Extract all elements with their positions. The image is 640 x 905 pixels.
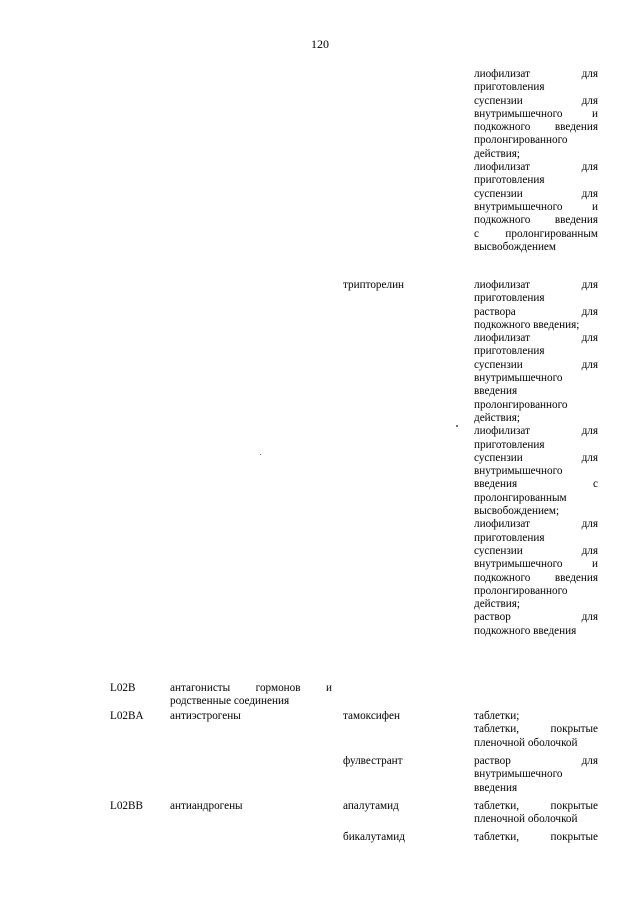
dosage-form-word: для bbox=[581, 425, 598, 438]
dosage-form-word: введения bbox=[474, 385, 518, 398]
dosage-form-line bbox=[474, 134, 598, 147]
dosage-form-line bbox=[474, 800, 598, 813]
dosage-form-line bbox=[474, 585, 598, 598]
group-word: антагонисты bbox=[170, 682, 231, 694]
dosage-form-word: лиофилизат bbox=[474, 425, 530, 438]
dosage-form-word: для bbox=[581, 279, 598, 291]
dosage-form-word: покрытые bbox=[550, 800, 598, 812]
drug-name-bicalutamide: бикалутамид bbox=[343, 831, 405, 843]
drug-name-tamoxifen: тамоксифен bbox=[343, 710, 400, 722]
triptorelin-forms bbox=[474, 279, 598, 638]
dosage-form-word: внутримышечного bbox=[474, 372, 563, 385]
dosage-form-word: пленочной оболочкой bbox=[474, 813, 578, 826]
dosage-form-word: введения bbox=[554, 121, 598, 134]
dosage-form-line bbox=[474, 68, 598, 81]
dosage-form-word: таблетки, bbox=[474, 800, 520, 812]
atc-group-l02ba: антиэстрогены bbox=[170, 710, 241, 722]
dosage-form-line bbox=[474, 625, 598, 638]
dosage-form-word: для bbox=[581, 544, 598, 557]
dosage-form-line bbox=[474, 174, 598, 187]
dosage-form-line bbox=[474, 359, 598, 372]
dosage-form-word: приготовления bbox=[474, 531, 545, 544]
dosage-form-line bbox=[474, 201, 598, 214]
dosage-form-word: введения bbox=[554, 214, 598, 227]
dosage-form-line bbox=[474, 572, 598, 585]
dosage-form-word: приготовления bbox=[474, 81, 545, 94]
dosage-form-word: внутримышечного bbox=[474, 200, 563, 213]
dosage-form-word: приготовления bbox=[474, 292, 545, 305]
dosage-form-line bbox=[474, 478, 598, 491]
dosage-form-line bbox=[474, 723, 598, 736]
dosage-form-word: для bbox=[581, 755, 598, 767]
dosage-form-line bbox=[474, 425, 598, 438]
dosage-form-word: приготовления bbox=[474, 345, 545, 358]
dosage-form-line bbox=[474, 782, 598, 795]
dosage-form-word: для bbox=[581, 451, 598, 464]
apalutamide-forms bbox=[474, 800, 598, 827]
dosage-form-line bbox=[474, 95, 598, 108]
dosage-form-line bbox=[474, 558, 598, 571]
dosage-form-word: введения bbox=[474, 781, 518, 794]
dosage-form-line bbox=[474, 306, 598, 319]
dosage-form-line bbox=[474, 332, 598, 345]
drug-name-fulvestrant: фулвестрант bbox=[343, 755, 403, 767]
dosage-form-line bbox=[474, 279, 598, 292]
dosage-form-word: суспензии bbox=[474, 544, 523, 557]
dosage-form-word: для bbox=[581, 94, 598, 107]
top-forms-block bbox=[474, 68, 598, 254]
dosage-form-line bbox=[474, 319, 598, 332]
page-number: 120 bbox=[311, 37, 329, 51]
dosage-form-line bbox=[474, 737, 598, 750]
dosage-form-word: лиофилизат bbox=[474, 68, 530, 80]
dosage-form-word: лиофилизат bbox=[474, 161, 530, 174]
dosage-form-line bbox=[474, 532, 598, 545]
dosage-form-word: подкожного bbox=[474, 571, 531, 584]
drug-name-triptorelin: трипторелин bbox=[343, 279, 405, 291]
dosage-form-word: подкожного введения; bbox=[474, 318, 580, 331]
dosage-form-word: пленочной оболочкой bbox=[474, 736, 578, 749]
dosage-form-line bbox=[474, 214, 598, 227]
dosage-form-line bbox=[474, 385, 598, 398]
dosage-form-word: подкожного введения bbox=[474, 624, 577, 637]
dosage-form-line bbox=[474, 439, 598, 452]
dosage-form-word: суспензии bbox=[474, 358, 523, 371]
dosage-form-word: пролонгированного bbox=[474, 134, 568, 147]
dosage-form-word: суспензии bbox=[474, 187, 523, 200]
dosage-form-word: действия; bbox=[474, 411, 521, 424]
dosage-form-word: таблетки; bbox=[474, 710, 520, 722]
dosage-form-word: пролонгированного bbox=[474, 398, 568, 411]
dosage-form-word: внутримышечного bbox=[474, 107, 563, 120]
dosage-form-line bbox=[474, 831, 598, 844]
dosage-form-line bbox=[474, 345, 598, 358]
dosage-form-line bbox=[474, 81, 598, 94]
atc-group-l02b bbox=[170, 682, 332, 709]
dosage-form-line bbox=[474, 710, 598, 723]
dosage-form-word: введения bbox=[474, 478, 518, 491]
dosage-form-word: для bbox=[581, 518, 598, 531]
dosage-form-word: для bbox=[581, 332, 598, 345]
dosage-form-word: внутримышечного bbox=[474, 558, 563, 571]
dosage-form-word: таблетки, bbox=[474, 831, 520, 843]
dosage-form-line bbox=[474, 611, 598, 624]
dosage-form-line bbox=[474, 545, 598, 558]
dosage-form-word: действия; bbox=[474, 598, 521, 611]
dosage-form-word: пролонгированным bbox=[505, 227, 598, 240]
drug-name-apalutamide: апалутамид bbox=[343, 800, 399, 812]
dosage-form-line bbox=[474, 755, 598, 768]
dosage-form-word: с bbox=[593, 478, 598, 491]
dosage-form-word: для bbox=[581, 358, 598, 371]
scan-dot bbox=[260, 454, 261, 455]
dosage-form-word: введения bbox=[554, 571, 598, 584]
dosage-form-line bbox=[474, 241, 598, 254]
dosage-form-line bbox=[474, 465, 598, 478]
dosage-form-line bbox=[474, 372, 598, 385]
dosage-form-word: подкожного bbox=[474, 121, 531, 134]
dosage-form-line bbox=[474, 518, 598, 531]
dosage-form-word: с bbox=[474, 227, 479, 240]
dosage-form-line bbox=[474, 452, 598, 465]
dosage-form-word: и bbox=[592, 107, 598, 120]
dosage-form-word: подкожного bbox=[474, 214, 531, 227]
dosage-form-line bbox=[474, 399, 598, 412]
dosage-form-word: для bbox=[581, 305, 598, 318]
dosage-form-word: лиофилизат bbox=[474, 332, 530, 345]
dosage-form-line bbox=[474, 598, 598, 611]
dosage-form-line bbox=[474, 161, 598, 174]
dosage-form-word: суспензии bbox=[474, 94, 523, 107]
scan-dot bbox=[456, 425, 458, 427]
dosage-form-word: таблетки, bbox=[474, 723, 520, 736]
dosage-form-line bbox=[474, 292, 598, 305]
dosage-form-word: внутримышечного bbox=[474, 465, 563, 478]
dosage-form-line bbox=[474, 188, 598, 201]
group-line: родственные соединения bbox=[170, 695, 290, 708]
dosage-form-word: высвобождением bbox=[474, 240, 556, 253]
dosage-form-word: действия; bbox=[474, 147, 521, 160]
dosage-form-word: для bbox=[581, 161, 598, 174]
dosage-form-word: и bbox=[592, 558, 598, 571]
tamoxifen-forms bbox=[474, 710, 598, 750]
group-word: и bbox=[325, 682, 332, 694]
group-word: гормонов bbox=[255, 682, 301, 694]
dosage-form-line bbox=[474, 148, 598, 161]
dosage-form-word: пролонгированного bbox=[474, 584, 568, 597]
dosage-form-word: покрытые bbox=[550, 723, 598, 736]
dosage-form-word: лиофилизат bbox=[474, 279, 530, 291]
atc-code-l02bb: L02BB bbox=[110, 800, 143, 812]
dosage-form-word: для bbox=[581, 611, 598, 624]
bicalutamide-forms bbox=[474, 831, 598, 844]
dosage-form-word: для bbox=[581, 68, 598, 80]
dosage-form-word: раствора bbox=[474, 305, 516, 318]
atc-group-l02bb: антиандрогены bbox=[170, 800, 243, 812]
group-line bbox=[170, 682, 332, 695]
dosage-form-word: внутримышечного bbox=[474, 768, 563, 781]
atc-code-l02ba: L02BA bbox=[110, 710, 144, 722]
dosage-form-word: высвобождением; bbox=[474, 505, 560, 518]
dosage-form-line bbox=[474, 505, 598, 518]
dosage-form-word: раствор bbox=[474, 611, 511, 624]
dosage-form-word: пролонгированным bbox=[474, 491, 567, 504]
dosage-form-line bbox=[474, 492, 598, 505]
dosage-form-line bbox=[474, 768, 598, 781]
dosage-form-line bbox=[474, 813, 598, 826]
dosage-form-line bbox=[474, 108, 598, 121]
dosage-form-word: раствор bbox=[474, 755, 511, 767]
dosage-form-word: суспензии bbox=[474, 451, 523, 464]
dosage-form-word: для bbox=[581, 187, 598, 200]
atc-code-l02b: L02B bbox=[110, 682, 136, 694]
dosage-form-line bbox=[474, 121, 598, 134]
dosage-form-word: покрытые bbox=[550, 831, 598, 843]
dosage-form-line bbox=[474, 228, 598, 241]
dosage-form-word: лиофилизат bbox=[474, 518, 530, 531]
dosage-form-word: и bbox=[592, 200, 598, 213]
dosage-form-word: приготовления bbox=[474, 174, 545, 187]
dosage-form-word: приготовления bbox=[474, 438, 545, 451]
fulvestrant-forms bbox=[474, 755, 598, 795]
dosage-form-line bbox=[474, 412, 598, 425]
